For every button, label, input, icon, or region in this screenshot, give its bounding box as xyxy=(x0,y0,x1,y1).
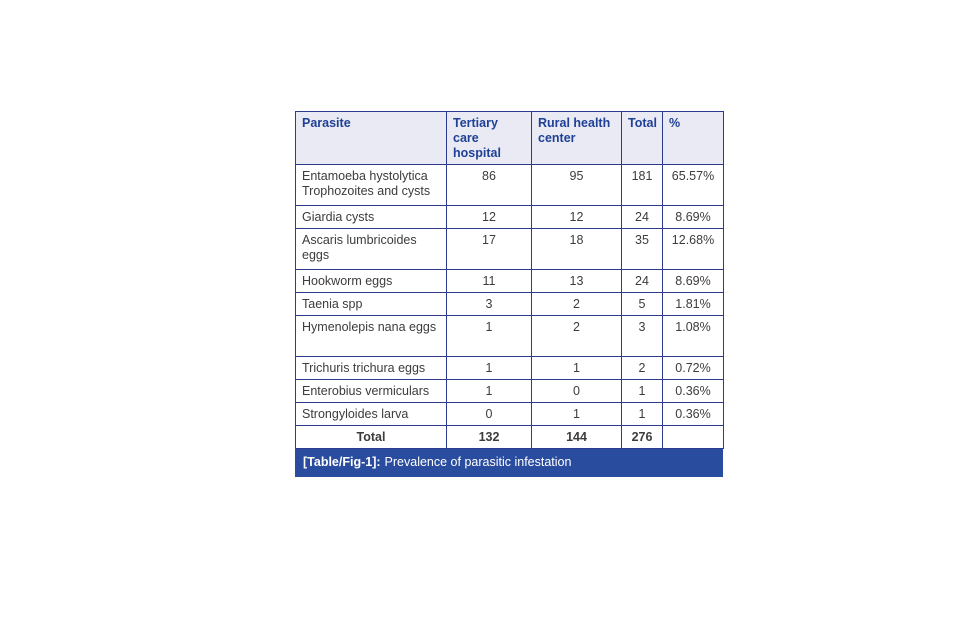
cell-rural: 0 xyxy=(532,380,622,403)
cell-parasite: Taenia spp xyxy=(296,293,447,316)
cell-rural: 18 xyxy=(532,229,622,270)
cell-total: 1 xyxy=(622,380,663,403)
cell-rural: 2 xyxy=(532,316,622,357)
total-row xyxy=(296,426,724,449)
cell-total: 24 xyxy=(622,206,663,229)
table-caption xyxy=(295,449,723,477)
cell-parasite: Enterobius vermiculars xyxy=(296,380,447,403)
cell-total: 2 xyxy=(622,357,663,380)
total-total: 276 xyxy=(622,426,663,449)
cell-percent: 12.68% xyxy=(663,229,724,270)
cell-percent: 0.72% xyxy=(663,357,724,380)
cell-percent: 1.08% xyxy=(663,316,724,357)
total-percent xyxy=(663,426,724,449)
table-row xyxy=(296,270,724,293)
cell-rural: 95 xyxy=(532,165,622,206)
table-caption-label: [Table/Fig-1]: xyxy=(303,455,381,469)
cell-rural: 2 xyxy=(532,293,622,316)
cell-tertiary: 3 xyxy=(447,293,532,316)
table-row xyxy=(296,293,724,316)
cell-tertiary: 1 xyxy=(447,357,532,380)
cell-tertiary: 11 xyxy=(447,270,532,293)
cell-parasite: Trichuris trichura eggs xyxy=(296,357,447,380)
table-caption-text: Prevalence of parasitic infestation xyxy=(384,455,572,469)
cell-rural: 1 xyxy=(532,403,622,426)
table-row xyxy=(296,357,724,380)
table-row xyxy=(296,165,724,206)
parasite-prevalence-table xyxy=(295,111,724,449)
cell-parasite: Entamoeba hystolytica Trophozoites and cysts xyxy=(296,165,447,206)
column-header-rural-health-center: Rural health center xyxy=(532,112,622,165)
cell-percent: 0.36% xyxy=(663,403,724,426)
total-tertiary: 132 xyxy=(447,426,532,449)
table-row xyxy=(296,316,724,357)
table-row xyxy=(296,206,724,229)
cell-tertiary: 17 xyxy=(447,229,532,270)
cell-tertiary: 86 xyxy=(447,165,532,206)
cell-percent: 8.69% xyxy=(663,270,724,293)
column-header-parasite: Parasite xyxy=(296,112,447,165)
table-row xyxy=(296,380,724,403)
cell-parasite: Strongyloides larva xyxy=(296,403,447,426)
cell-tertiary: 1 xyxy=(447,316,532,357)
total-rural: 144 xyxy=(532,426,622,449)
cell-parasite: Hymenolepis nana eggs xyxy=(296,316,447,357)
cell-rural: 13 xyxy=(532,270,622,293)
cell-total: 3 xyxy=(622,316,663,357)
total-row-label: Total xyxy=(296,426,447,449)
cell-parasite: Ascaris lumbricoides eggs xyxy=(296,229,447,270)
header-row xyxy=(296,112,724,165)
table-row xyxy=(296,403,724,426)
cell-total: 1 xyxy=(622,403,663,426)
cell-percent: 0.36% xyxy=(663,380,724,403)
cell-rural: 1 xyxy=(532,357,622,380)
column-header-total: Total xyxy=(622,112,663,165)
cell-tertiary: 12 xyxy=(447,206,532,229)
cell-total: 5 xyxy=(622,293,663,316)
column-header-tertiary-care-hospital: Tertiary care hospital xyxy=(447,112,532,165)
cell-tertiary: 1 xyxy=(447,380,532,403)
cell-tertiary: 0 xyxy=(447,403,532,426)
cell-total: 181 xyxy=(622,165,663,206)
cell-percent: 65.57% xyxy=(663,165,724,206)
cell-percent: 1.81% xyxy=(663,293,724,316)
cell-rural: 12 xyxy=(532,206,622,229)
cell-parasite: Hookworm eggs xyxy=(296,270,447,293)
column-header-percent: % xyxy=(663,112,724,165)
cell-total: 24 xyxy=(622,270,663,293)
table-figure xyxy=(295,111,723,477)
table-row xyxy=(296,229,724,270)
cell-percent: 8.69% xyxy=(663,206,724,229)
cell-parasite: Giardia cysts xyxy=(296,206,447,229)
cell-total: 35 xyxy=(622,229,663,270)
